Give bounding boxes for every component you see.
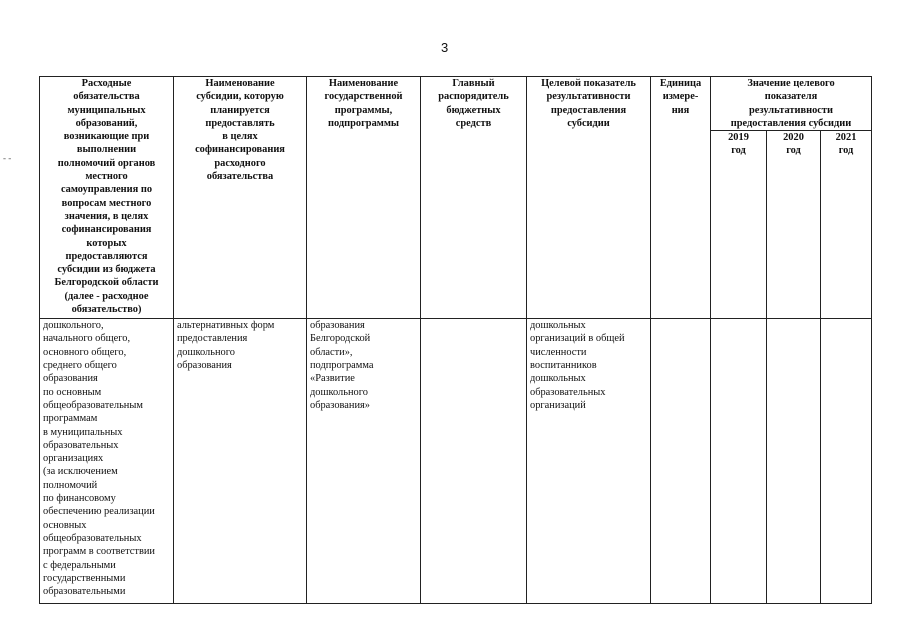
row1-expense-obligations: дошкольного, начального общего, основного общего, среднего общего образования по основным общеобразовательным программам в муниципальных образовательных организациях (за исключением полномочий по финансовому обеспечению реализации основных общеобразовательных программ в соответствии с федеральными государственными образовательными bbox=[40, 319, 174, 604]
row1-unit bbox=[651, 319, 711, 604]
row1-value-2019 bbox=[711, 319, 767, 604]
row1-subsidy-name: альтернативных форм предоставления дошкольного образования bbox=[174, 319, 307, 604]
row1-value-2021 bbox=[821, 319, 872, 604]
header-budget-manager: Главный распорядитель бюджетных средств bbox=[421, 77, 527, 319]
header-year-2021: 2021 год bbox=[821, 131, 872, 319]
header-target-indicator: Целевой показатель результативности предоставления субсидии bbox=[527, 77, 651, 319]
margin-mark: - - bbox=[3, 153, 12, 163]
header-subsidy-name: Наименование субсидии, которую планируется предоставлять в целях софинансирования расходного обязательства bbox=[174, 77, 307, 319]
row1-target-indicator: дошкольных организаций в общей численности воспитанников дошкольных образовательных организаций bbox=[527, 319, 651, 604]
header-program-name: Наименование государственной программы, подпрограммы bbox=[307, 77, 421, 319]
header-year-2020: 2020 год bbox=[767, 131, 821, 319]
page-number: 3 bbox=[441, 40, 449, 55]
header-year-2019: 2019 год bbox=[711, 131, 767, 319]
header-unit: Единица измере- ния bbox=[651, 77, 711, 319]
subsidy-table bbox=[39, 76, 872, 604]
row1-value-2020 bbox=[767, 319, 821, 604]
row1-program-name: образования Белгородской области», подпрограмма «Развитие дошкольного образования» bbox=[307, 319, 421, 604]
header-expense-obligations: Расходные обязательства муниципальных образований, возникающие при выполнении полномочий органов местного самоуправления по вопросам местного значения, в целях софинансирования которых предоставляются субсидии из бюджета Белгородской области (далее - расходное обязательство) bbox=[40, 77, 174, 319]
row1-budget-manager bbox=[421, 319, 527, 604]
header-indicator-value: Значение целевого показателя результативности предоставления субсидии bbox=[711, 77, 872, 131]
